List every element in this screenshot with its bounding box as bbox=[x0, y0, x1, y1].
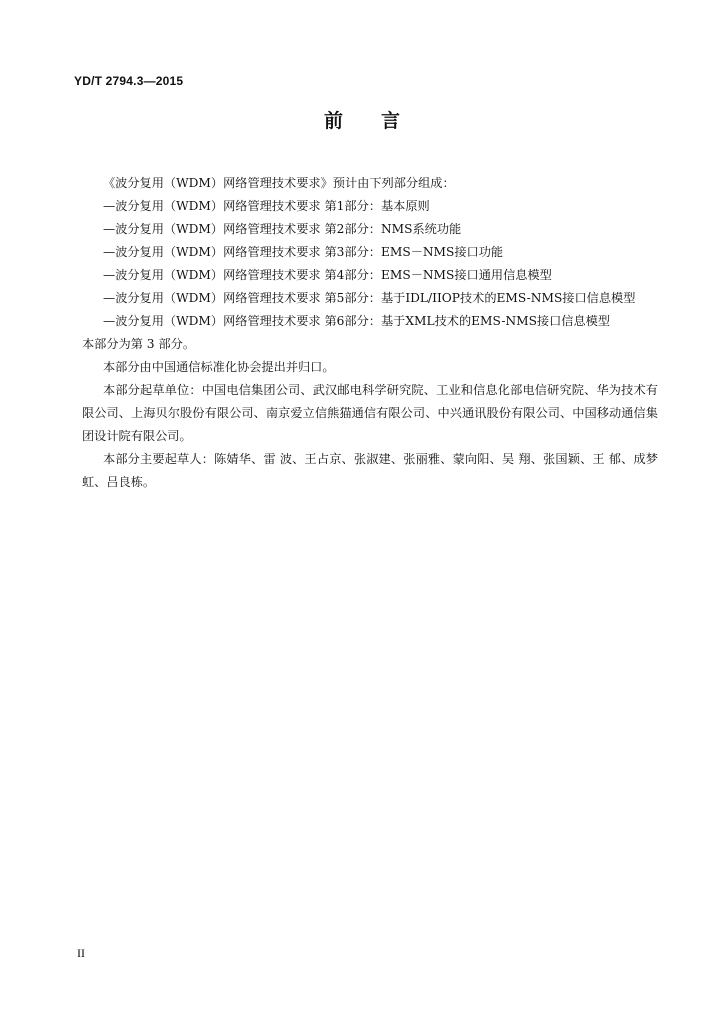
drafters-paragraph: 本部分主要起草人：陈婧华、雷 波、王占京、张淑建、张丽雅、蒙向阳、吴 翔、张国颖、王 郁、成梦虹、吕良栋。 bbox=[82, 452, 658, 489]
this-part-paragraph: 本部分为第 3 部分。 bbox=[82, 337, 196, 351]
part-list-item-4: —波分复用（WDM）网络管理技术要求 第4部分：EMS－NMS接口通用信息模型 bbox=[103, 268, 552, 282]
standard-code: YD/T 2794.3—2015 bbox=[74, 74, 184, 88]
part-list-item-2: —波分复用（WDM）网络管理技术要求 第2部分：NMS系统功能 bbox=[103, 222, 462, 236]
page-number: II bbox=[77, 946, 85, 960]
part-list-item-3: —波分复用（WDM）网络管理技术要求 第3部分：EMS－NMS接口功能 bbox=[103, 245, 504, 259]
part-list-item-6: —波分复用（WDM）网络管理技术要求 第6部分：基于XML技术的EMS-NMS接口信息模型 bbox=[103, 314, 611, 328]
drafting-units-paragraph: 本部分起草单位：中国电信集团公司、武汉邮电科学研究院、工业和信息化部电信研究院、华为技术有限公司、上海贝尔股份有限公司、南京爱立信熊猫通信有限公司、中兴通讯股份有限公司、中国移动通信集团设计院有限公司。 bbox=[82, 383, 658, 443]
document-body bbox=[82, 172, 658, 494]
page-title: 前言 bbox=[323, 110, 438, 132]
intro-paragraph: 《波分复用（WDM）网络管理技术要求》预计由下列部分组成： bbox=[103, 176, 455, 190]
proposed-by-paragraph: 本部分由中国通信标准化协会提出并归口。 bbox=[103, 360, 335, 374]
part-list-item-1: —波分复用（WDM）网络管理技术要求 第1部分：基本原则 bbox=[103, 199, 430, 213]
part-list-item-5: —波分复用（WDM）网络管理技术要求 第5部分：基于IDL/IIOP技术的EMS-NMS接口信息模型 bbox=[103, 291, 636, 305]
